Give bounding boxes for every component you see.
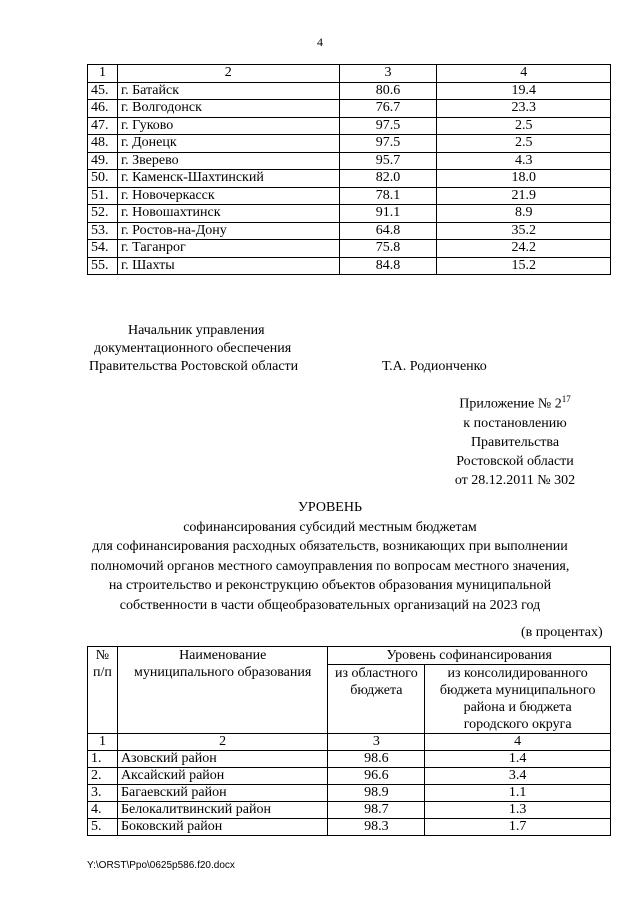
municipality-name: г. Каменск-Шахтинский	[117, 170, 339, 188]
row-number: 54.	[88, 240, 118, 258]
regional-share: 95.7	[339, 152, 437, 170]
row-number: 51.	[88, 187, 118, 205]
header-municipality: Наименование муниципального образования	[117, 647, 327, 734]
municipality-name: Азовский район	[117, 751, 327, 768]
municipality-name: Аксайский район	[117, 768, 327, 785]
appendix-block	[440, 390, 590, 490]
header-cell: 4	[437, 65, 611, 83]
regional-share: 64.8	[339, 222, 437, 240]
table-row	[88, 768, 611, 785]
appendix-number: Приложение № $2^{17}$	[459, 394, 571, 412]
regional-share: 80.6	[339, 82, 437, 100]
row-number: 3.	[88, 785, 118, 802]
local-share: 21.9	[437, 187, 611, 205]
row-number: 45.	[88, 82, 118, 100]
header-cell: 3	[339, 65, 437, 83]
regional-share: 98.9	[328, 785, 425, 802]
municipality-name: г. Донецк	[117, 135, 339, 153]
row-number: 53.	[88, 222, 118, 240]
row-number: 48.	[88, 135, 118, 153]
appendix-date: от 28.12.2011 № 302	[454, 472, 576, 488]
title-line: полномочий органов местного самоуправления по вопросам местного значения,	[90, 558, 570, 574]
table-row	[88, 135, 611, 153]
table-row	[88, 785, 611, 802]
table-row	[88, 152, 611, 170]
local-share: 1.3	[425, 802, 611, 819]
table-row	[88, 100, 611, 118]
signature-title-line1: Начальник управления	[128, 323, 265, 338]
row-number: 46.	[88, 100, 118, 118]
table-row	[88, 222, 611, 240]
municipality-name: г. Новошахтинск	[117, 205, 339, 223]
local-share: 18.0	[437, 170, 611, 188]
regional-share: 76.7	[339, 100, 437, 118]
signature-title-line3: Правительства Ростовской области	[89, 359, 299, 374]
local-share: 19.4	[437, 82, 611, 100]
regional-share: 97.5	[339, 117, 437, 135]
row-number: 1.	[88, 751, 118, 768]
municipality-name: г. Новочеркасск	[117, 187, 339, 205]
appendix-line: Правительства	[470, 434, 560, 450]
regional-share: 96.6	[328, 768, 425, 785]
header-regional: из областного бюджета	[328, 665, 425, 734]
row-number: 50.	[88, 170, 118, 188]
municipality-name: г. Таганрог	[117, 240, 339, 258]
header-cell: 2	[117, 65, 339, 83]
table-row	[88, 240, 611, 258]
regional-share: 75.8	[339, 240, 437, 258]
municipality-name: Багаевский район	[117, 785, 327, 802]
municipality-name: г. Ростов-на-Дону	[117, 222, 339, 240]
table-row	[88, 205, 611, 223]
local-share: 2.5	[437, 117, 611, 135]
local-share: 1.4	[425, 751, 611, 768]
local-share: 1.1	[425, 785, 611, 802]
table-row	[88, 751, 611, 768]
municipality-name: г. Шахты	[117, 257, 339, 275]
row-number: 55.	[88, 257, 118, 275]
title-line: для софинансирования расходных обязательств, возникающих при выполнении	[92, 539, 568, 554]
municipality-name: г. Волгодонск	[117, 100, 339, 118]
local-share: 3.4	[425, 768, 611, 785]
appendix-superscript: 17	[561, 394, 571, 404]
row-number: 47.	[88, 117, 118, 135]
row-number: 4.	[88, 802, 118, 819]
signature-title-line2: документационного обеспечения	[94, 341, 292, 356]
regional-share: 97.5	[339, 135, 437, 153]
table-row	[88, 257, 611, 275]
column-number-row	[88, 734, 611, 751]
municipality-name: Боковский район	[117, 819, 327, 836]
header-consolidated: из консолидированного бюджета муниципального района и бюджета городского округа	[425, 665, 611, 734]
title-heading: УРОВЕНЬ	[297, 500, 363, 515]
column-number: 3	[328, 734, 425, 751]
document-title	[40, 498, 620, 615]
signatory-name: Т.А. Родионченко	[382, 359, 487, 374]
local-share: 35.2	[437, 222, 611, 240]
row-number: 2.	[88, 768, 118, 785]
row-number: 49.	[88, 152, 118, 170]
appendix-line: Ростовской области	[456, 453, 574, 469]
regional-share: 84.8	[339, 257, 437, 275]
title-line: собственности в части общеобразовательных организаций на 2023 год	[119, 597, 541, 613]
regional-share: 98.7	[328, 802, 425, 819]
regional-share: 91.1	[339, 205, 437, 223]
municipality-name: г. Зверево	[117, 152, 339, 170]
table-row	[88, 819, 611, 836]
table-row	[88, 117, 611, 135]
file-path-footer: Y:\ORST\Ppo\0625p586.f20.docx	[87, 860, 235, 871]
local-share: 2.5	[437, 135, 611, 153]
column-number: 2	[117, 734, 327, 751]
title-line: софинансирования субсидий местным бюджетам	[183, 519, 477, 535]
municipality-name: Белокалитвинский район	[117, 802, 327, 819]
column-number: 1	[88, 734, 118, 751]
local-share: 15.2	[437, 257, 611, 275]
header-cell: 1	[88, 65, 118, 83]
regional-share: 98.3	[328, 819, 425, 836]
table-row	[88, 187, 611, 205]
local-share: 4.3	[437, 152, 611, 170]
municipality-name: г. Батайск	[117, 82, 339, 100]
local-share: 23.3	[437, 100, 611, 118]
regional-share: 98.6	[328, 751, 425, 768]
table-row	[88, 170, 611, 188]
cofinancing-table	[87, 646, 611, 836]
local-share: 8.9	[437, 205, 611, 223]
row-number: 52.	[88, 205, 118, 223]
units-note: (в процентах)	[521, 625, 603, 640]
header-number: № п/п	[88, 647, 118, 734]
title-line: на строительство и реконструкцию объектов образования муниципальной	[108, 578, 552, 593]
local-share: 1.7	[425, 819, 611, 836]
header-level: Уровень софинансирования	[328, 647, 611, 665]
page-number: 4	[317, 35, 323, 49]
table-row	[88, 802, 611, 819]
municipality-name: г. Гуково	[117, 117, 339, 135]
regional-share: 78.1	[339, 187, 437, 205]
appendix-line: к постановлению	[463, 415, 567, 431]
local-share: 24.2	[437, 240, 611, 258]
column-number: 4	[425, 734, 611, 751]
table-header-row	[88, 65, 611, 83]
continuation-table	[87, 64, 611, 275]
table-header-row	[88, 647, 611, 665]
row-number: 5.	[88, 819, 118, 836]
table-row	[88, 82, 611, 100]
regional-share: 82.0	[339, 170, 437, 188]
